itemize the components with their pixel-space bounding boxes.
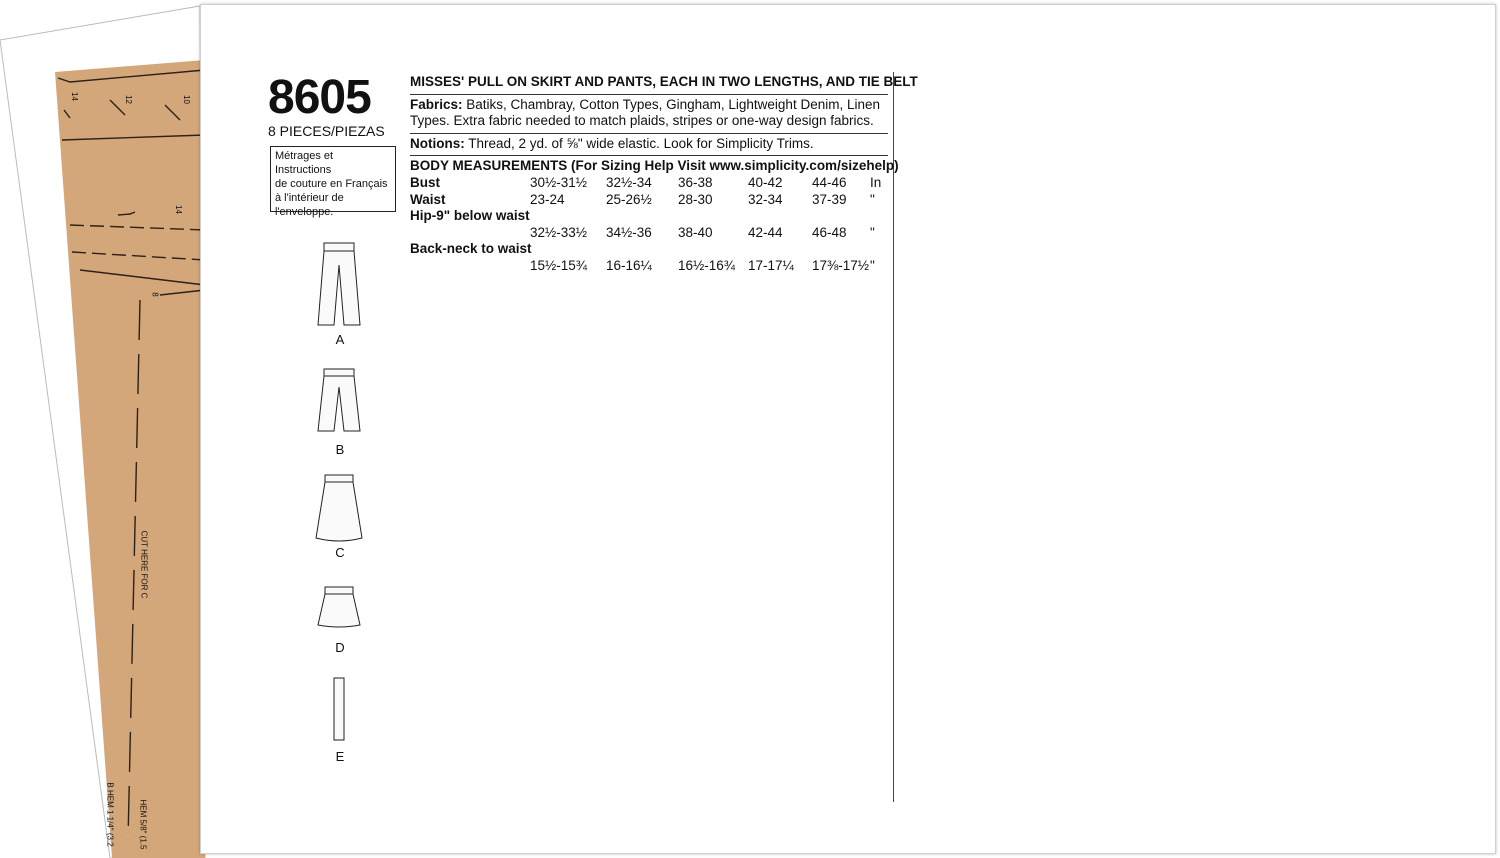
en-body-row-cell: 16½-16¾ (678, 257, 736, 273)
en-body-row-label: Back-neck to waist (410, 241, 532, 257)
tissue-mark: 10 (181, 95, 191, 104)
en-body-row-unit: " (870, 191, 875, 207)
en-body-row-cell: 44-46 (812, 174, 847, 190)
en-body-row-cell: 36-38 (678, 174, 713, 190)
en-fabrics-2-part: Types. Extra fabric needed to match plaids, stripes or one-way design fabrics. (410, 113, 874, 129)
view-label-c: C (335, 545, 345, 560)
note-line: Métrages et Instructions (275, 150, 334, 176)
tissue-mark: 8 (150, 292, 160, 297)
view-d-skirt-drawing (318, 587, 360, 627)
en-title (410, 74, 918, 91)
b-hem-label: B HEM 1 1/4" (3.2 (105, 782, 115, 847)
en-fabrics-part: Fabrics: (410, 96, 463, 112)
en-body-row (410, 208, 888, 225)
en-body-row-cell: 42-44 (748, 224, 783, 240)
en-body-row-unit: In (870, 174, 882, 190)
en-body-row-cell: 32½-34 (606, 174, 652, 190)
view-label-b: B (335, 442, 345, 457)
en-body-row-cell: 32½-33½ (530, 224, 588, 240)
en-fabrics (410, 97, 888, 114)
en-notions (410, 136, 888, 153)
en-body-title-part: BODY MEASUREMENTS (For Sizing Help Visit www.simplicity.com/sizehelp) (410, 158, 899, 174)
en-body-row-label: Waist (410, 191, 446, 207)
en-title-part: MISSES' PULL ON SKIRT AND PANTS, EACH IN TWO LENGTHS, AND TIE BELT (410, 74, 918, 89)
en-body-row (410, 192, 888, 209)
en-body-row-unit: " (870, 224, 875, 240)
tissue-pattern (0, 0, 210, 858)
tissue-mark: 14 (69, 92, 79, 101)
divider (410, 155, 888, 156)
note-line: l'enveloppe. (275, 206, 334, 218)
en-body-row-cell: 16-16¼ (606, 257, 652, 273)
en-fabrics-2 (410, 113, 888, 130)
en-body-title (410, 158, 899, 175)
divider (410, 133, 888, 134)
en-body-row-cell: 40-42 (748, 174, 783, 190)
view-a-pants-drawing (318, 243, 360, 325)
tissue-mark: 14 (173, 205, 183, 214)
en-body-row-cell: 46-48 (812, 224, 847, 240)
tissue-mark: 12 (123, 95, 133, 104)
cut-here-label: CUT HERE FOR C (139, 530, 149, 599)
en-body-row-cell: 34½-36 (606, 224, 652, 240)
en-body-row (410, 175, 888, 192)
view-label-a: A (335, 332, 345, 347)
en-body-row-cell: 38-40 (678, 224, 713, 240)
view-b-pants-drawing (318, 369, 360, 431)
french-instructions-note (270, 146, 396, 218)
divider (410, 94, 888, 95)
en-body-row-cell: 25-26½ (606, 191, 652, 207)
column-divider (893, 72, 894, 802)
en-body-row-label: Bust (410, 174, 440, 190)
en-body-row (410, 241, 888, 258)
pattern-number: 8605 (268, 71, 371, 124)
piece-count: 8 PIECES/PIEZAS (268, 123, 385, 139)
hem-label: HEM 5/8" (1.5 (138, 799, 148, 850)
en-body-row-cell: 17⅜-17½ (812, 257, 870, 273)
note-line: à l'intérieur de (275, 192, 344, 204)
en-body-row-cell: 28-30 (678, 191, 713, 207)
view-e-belt-drawing (334, 678, 344, 740)
en-body-row-cell: 23-24 (530, 191, 565, 207)
view-label-e: E (335, 749, 345, 764)
en-notions-part: Notions: (410, 135, 465, 151)
en-fabrics-part: Batiks, Chambray, Cotton Types, Gingham, Lightweight Denim, Linen (462, 96, 880, 112)
en-body-row-cell: 30½-31½ (530, 174, 588, 190)
en-body-row-cell: 17-17¼ (748, 257, 794, 273)
en-body-row-unit: " (870, 257, 875, 273)
en-body-row (410, 258, 888, 275)
view-label-d: D (335, 640, 345, 655)
en-body-row (410, 225, 888, 242)
en-body-row-cell: 15½-15¾ (530, 257, 588, 273)
en-body-row-cell: 37-39 (812, 191, 847, 207)
note-line: de couture en Français (275, 178, 388, 190)
english-column (410, 74, 918, 275)
en-body-row-cell: 32-34 (748, 191, 783, 207)
en-notions-part: Thread, 2 yd. of ⅝" wide elastic. Look for Simplicity Trims. (464, 135, 814, 151)
view-c-skirt-drawing (316, 475, 362, 541)
garment-views (300, 235, 380, 765)
en-body-row-label: Hip-9" below waist (410, 208, 530, 224)
